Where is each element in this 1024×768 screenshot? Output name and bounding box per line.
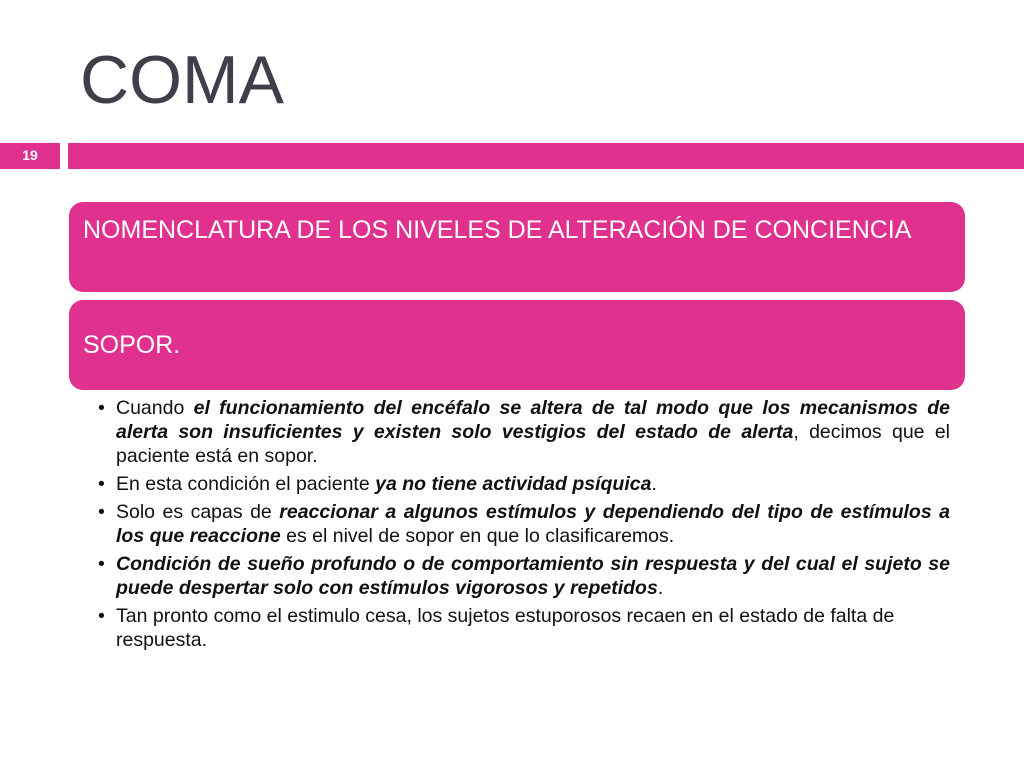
accent-bar [68,143,1024,169]
page-number: 19 [0,143,60,169]
bullet-text: En esta condición el paciente [116,473,376,495]
sopor-banner [69,300,965,390]
sopor-banner-text: SOPOR. [83,331,181,359]
bullet-text: Tan pronto como el estimulo cesa, los sujetos estuporosos recaen en el estado de falta de respuesta. [116,605,895,651]
bullet-text: , decimos que el paciente está en sopor. [116,421,950,467]
bullet-text: Solo es capas de [116,501,280,523]
bullet-text: . [651,473,657,495]
bullet-dot-icon: • [98,605,105,627]
bullet-dot-icon: • [98,553,105,575]
bullet-dot-icon: • [98,473,105,495]
bullet-dot-icon: • [98,501,105,523]
bullet-item [98,552,950,600]
bullet-emphasis: el funcionamiento del encéfalo se altera de tal modo que los mecanismos de alerta son insuficientes y existen solo vestigios del estado de alerta [116,397,950,443]
bullet-text: Cuando [116,397,194,419]
bullet-list [98,396,950,656]
bullet-item [98,472,950,496]
bullet-emphasis: ya no tiene actividad psíquica [375,473,652,495]
bullet-dot-icon: • [98,397,105,419]
slide-title: COMA [80,42,284,118]
nomenclature-banner-text: NOMENCLATURA DE LOS NIVELES DE ALTERACIÓN DE CONCIENCIA [83,216,912,244]
bullet-text: es el nivel de sopor en que lo clasificaremos. [280,525,675,547]
nomenclature-banner [69,202,965,292]
bullet-emphasis: Condición de sueño profundo o de comportamiento sin respuesta y del cual el sujeto se puede despertar solo con estímulos vigorosos y repetidos [116,553,950,599]
bullet-emphasis: reaccionar a algunos estímulos y dependiendo del tipo de estímulos a los que reaccione [116,501,951,547]
bullet-text: . [657,577,664,599]
bullet-item [98,604,916,652]
bullet-item [98,396,950,468]
bullet-item [98,500,950,548]
